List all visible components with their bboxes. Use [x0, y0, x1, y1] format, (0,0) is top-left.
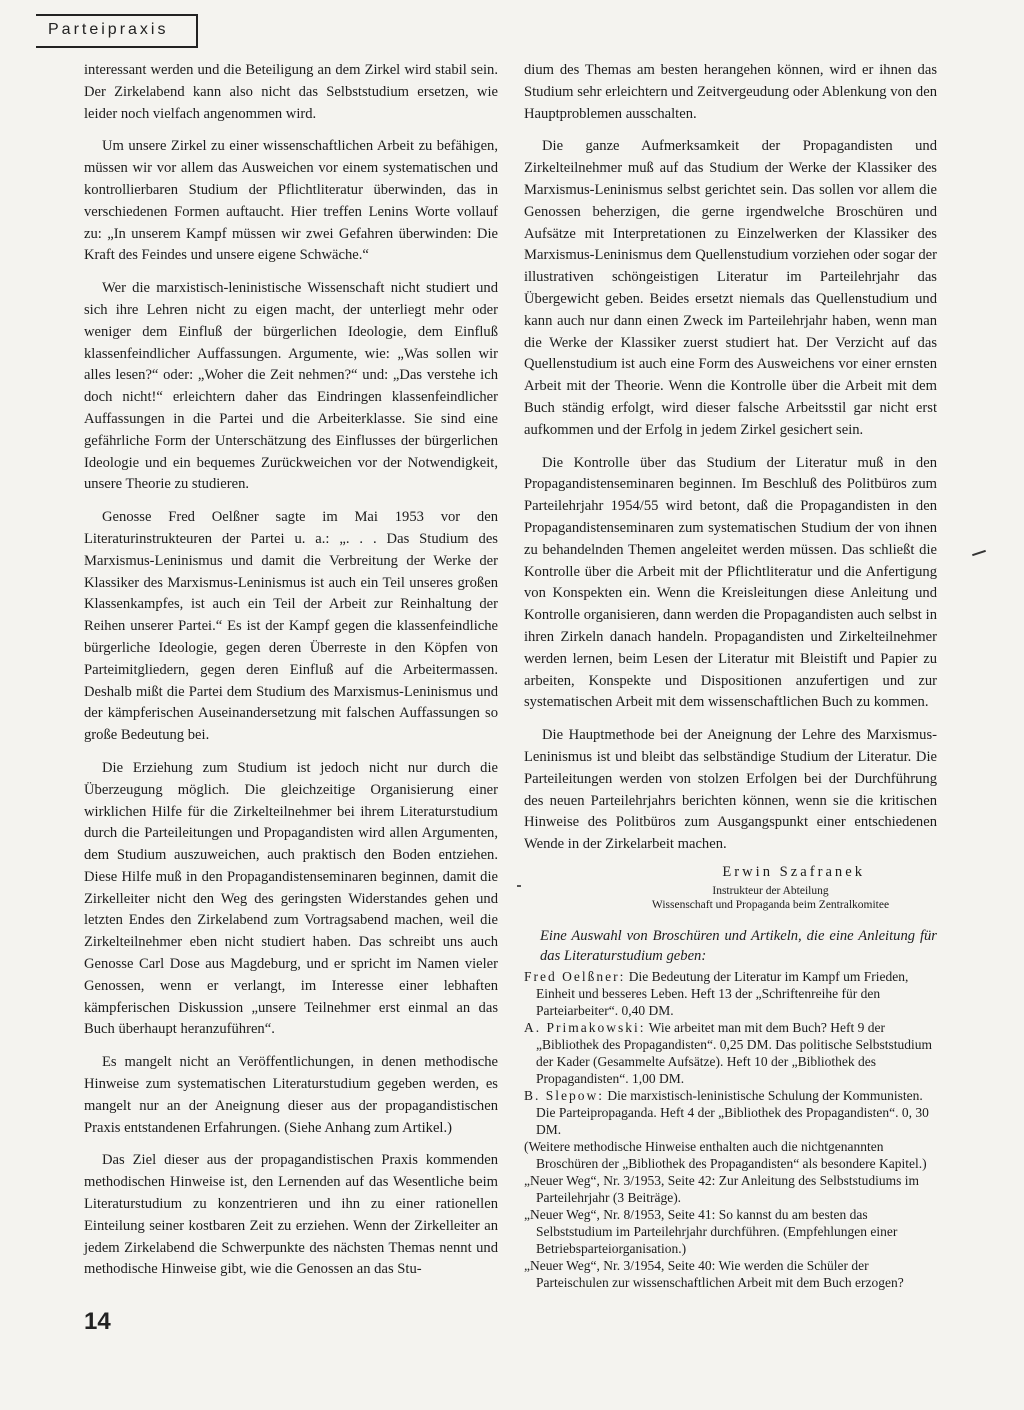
author-signature [524, 862, 937, 912]
entry-author: A. Primakowski: [524, 1019, 646, 1035]
entry-text: Wie arbeitet man mit dem Buch? Heft 9 der „Bibliothek des Propagandisten“. 0,25 DM. Das politische Selbststudium der Kader (Gesammelte Aufsätze). Heft 10 der „Bibliothek des Propagandisten“. 1,00 DM. [536, 1019, 932, 1086]
entry-text: „Neuer Weg“, Nr. 3/1954, Seite 40: Wie werden die Schüler der Parteischulen zur wissenschaftlichen Arbeit mit dem Buch erzogen? [524, 1257, 904, 1290]
bibliography-entry [524, 968, 937, 1019]
paragraph: interessant werden und die Beteiligung an dem Zirkel wird stabil sein. Der Zirkelabend kann also nicht das Selbststudium ersetzen, wie leider noch vielfach angenommen wird. [84, 62, 498, 122]
paragraph: Das Ziel dieser aus der propagandistischen Praxis kommenden methodischen Hinweise ist, den Lernenden auf das Wesentliche beim Literaturstudium zu konzentrieren und ihn zu einer rationellen Einteilung seiner kostbaren Zeit zu erziehen. Wenn der Zirkelleiter an jedem Zirkelabend die Schwerpunkte des nächsten Themas nennt und methodische Hinweise gibt, wie die Genossen an das Stu- [84, 1152, 498, 1278]
paragraph: Wer die marxistisch-leninistische Wissenschaft nicht studiert und sich ihre Lehren nicht zu eigen macht, der unterliegt mehr oder weniger dem Einfluß der bürgerlichen Ideologie, dem Einfluß klassenfeindlicher Auffassungen. Argumente, wie: „Was sollen wir alles lesen?“ oder: „Woher die Zeit nehmen?“ und: „Das verstehe ich doch nicht!“ erleichtern daher das Eindringen klassenfeindlicher Auffassungen in die Partei und die Arbeiterklasse. Sie sind eine gefährliche Form der Unterschätzung des Einflusses der bürgerlichen Ideologie und ein bequemes Zurückweichen vor der Notwendigkeit, unsere Theorie zu studieren. [84, 280, 498, 493]
bibliography-entry [524, 1257, 937, 1291]
bibliography [524, 926, 937, 1291]
paragraph: Die Hauptmethode bei der Aneignung der Lehre des Marxismus-Leninismus ist und bleibt das selbständige Studium der Literatur. Die Parteileitungen werden von stolzen Erfolgen bei der Durchführung des neuen Parteilehrjahrs berichten können, wenn sie die kritischen Hinweise des Politbüros zum Ausgangspunkt einer entschiedenen Wende in der Zirkelarbeit machen. [524, 727, 937, 853]
stray-ink-mark [517, 885, 521, 887]
bibliography-entry [524, 1138, 937, 1172]
entry-text: Die Bedeutung der Literatur im Kampf um Frieden, Einheit und besseres Leben. Heft 13 der „Schriftenreihe für den Parteiarbeiter“. 0,40 DM. [536, 968, 909, 1018]
page-number: 14 [84, 1308, 111, 1335]
author-name: Erwin Szafranek [722, 863, 865, 880]
paragraph: Es mangelt nicht an Veröffentlichungen, in denen methodische Hinweise zum systematischen Literaturstudium gegeben werden, es mangelt nur an der Aneignung dieser aus der propagandistischen Praxis entstandenen Erfahrungen. (Siehe Anhang zum Artikel.) [84, 1054, 498, 1136]
bibliography-entry [524, 1019, 937, 1087]
entry-text: Die marxistisch-leninistische Schulung der Kommunisten. Die Parteipropaganda. Heft 4 der „Bibliothek des Propagandisten“. 0, 30 DM. [536, 1087, 929, 1137]
section-header [36, 14, 198, 48]
paragraph: Genosse Fred Oelßner sagte im Mai 1953 vor den Literaturinstrukteuren der Partei u. a.: „. . . Das Studium des Marxismus-Leninismus und damit die Verbreitung der Werke der Klassiker des Marxismus-Leninismus ist auch ein Teil unseres großen Klassenkampfes, ist auch ein Teil der Arbeit zur Reinhaltung der Reihen unserer Partei.“ Es ist der Kampf gegen die klassenfeindliche bürgerliche Ideologie, gegen deren Überreste in den Köpfen von Parteimitgliedern, gegen deren Einfluß auf die Arbeitermassen. Deshalb mißt die Partei dem Studium des Marxismus-Leninismus und der kämpferischen Auseinandersetzung mit falschen Auffassungen so große Bedeutung bei. [84, 509, 498, 744]
bibliography-entry [524, 1172, 937, 1206]
stray-ink-mark [972, 550, 986, 556]
paragraph: Die ganze Aufmerksamkeit der Propagandisten und Zirkelteilnehmer muß auf das Studium der Werke der Klassiker des Marxismus-Leninismus selbst gerichtet sein. Das sollen vor allem die Genossen beherzigen, die gerne irgendwelche Broschüren und Aufsätze mit Interpretationen zu Einzelwerken der Klassiker des Marxismus-Leninismus dem Quellenstudium vorziehen oder sogar der illustrativen schöngeistigen Literatur im Parteilehrjahr das Übergewicht geben. Beides ersetzt niemals das Quellenstudium und kann auch nur dann einen Zweck im Parteilehrjahr haben, wenn man die Werke der Klassiker zuerst studiert hat. Der Verzicht auf das Quellenstudium ist auch eine Form des Ausweichens vor einer ernsten Arbeit mit der Theorie. Wenn die Kontrolle über die Arbeit mit dem Buch ständig erfolgt, wird dieser falsche Arbeitsstil gar nicht erst aufkommen und der Erfolg in jedem Zirkel gesichert sein. [524, 138, 937, 438]
entry-text: „Neuer Weg“, Nr. 8/1953, Seite 41: So kannst du am besten das Selbststudium im Parteilehrjahr durchführen. (Empfehlungen einer Betriebsparteiorganisation.) [524, 1206, 898, 1256]
paragraph: dium des Themas am besten herangehen können, wird er ihnen das Studium sehr erleichtern und Zeitvergeudung oder Ablenkung von den Hauptproblemen ausschalten. [524, 62, 937, 122]
bibliography-entry [524, 1206, 937, 1257]
author-department: Wissenschaft und Propaganda beim Zentralkomitee [651, 898, 890, 911]
bibliography-intro: Eine Auswahl von Broschüren und Artikeln, die eine Anleitung für das Literaturstudium geben: [540, 927, 937, 964]
left-column [84, 60, 498, 1281]
bibliography-entry [524, 1087, 937, 1138]
section-label: Parteipraxis [48, 21, 169, 38]
paragraph: Um unsere Zirkel zu einer wissenschaftlichen Arbeit zu befähigen, müssen wir vor allem das Ausweichen vor einem systematischen und kontrollierbaren Studium der Pflichtliteratur überwinden, das in verschiedenen Formen auftaucht. Hier treffen Lenins Worte vollauf zu: „In unserem Kampf müssen wir zwei Gefahren überwinden: Die Kraft des Feindes und unsere eigene Schwäche.“ [84, 138, 498, 264]
paragraph: Die Erziehung zum Studium ist jedoch nicht nur durch die Überzeugung möglich. Die gleichzeitige Organisierung einer wirklichen Hilfe für die Zirkelteilnehmer bei ihrem Literaturstudium durch die Parteileitungen und Propagandisten wird allen Argumenten, dem Studium auszuweichen, auch praktisch den Boden entziehen. Diese Hilfe muß in den Propagandistenseminaren beginnen, damit die Zirkelleiter nicht den Weg des geringsten Widerstandes gehen und letzten Endes den Zirkelabend zum Vortragsabend machen, weil die Zirkelteilnehmer eben nicht studiert haben. Das schreibt uns auch Genosse Carl Dose aus Magdeburg, und er spricht im Namen vieler Genossen, wenn er verlangt, im Interesse einer lebhaften kämpferischen Diskussion „unsere Teilnehmer erst einmal an das Buch überhaupt heranzuführen“. [84, 759, 498, 1038]
paragraph: Die Kontrolle über das Studium der Literatur muß in den Propagandistenseminaren beginnen. Im Beschluß des Politbüros zum Parteilehrjahr 1954/55 wird betont, daß die Propagandisten in den Propagandistenseminaren zum systematischen Studium der von ihnen zu behandelnden Themen angeleitet werden müssen. Das schließt die Kontrolle über die Arbeit mit der Pflichtliteratur und die Anfertigung von Konspekten ein. Wenn die Kreisleitungen diese Anleitung und Kontrolle organisieren, dann werden die Propagandisten auch selbst in ihren Zirkeln danach handeln. Propagandisten und Zirkelteilnehmer werden lernen, beim Lesen der Literatur mit Bleistift und Papier zu arbeiten, Konspekte und Dispositionen anzufertigen und zur systematischen Arbeit mit dem wissenschaftlichen Buch zu kommen. [524, 454, 937, 711]
entry-text: „Neuer Weg“, Nr. 3/1953, Seite 42: Zur Anleitung des Selbststudiums im Parteilehrjahr (3 Beiträge). [524, 1172, 919, 1205]
entry-author: B. Slepow: [524, 1087, 605, 1103]
entry-text: (Weitere methodische Hinweise enthalten auch die nichtgenannten Broschüren der „Bibliothek des Propagandisten“ als besondere Kapitel.) [524, 1138, 927, 1171]
author-title: Instrukteur der Abteilung [712, 884, 829, 897]
entry-author: Fred Oelßner: [524, 968, 626, 984]
right-column [524, 60, 937, 1291]
